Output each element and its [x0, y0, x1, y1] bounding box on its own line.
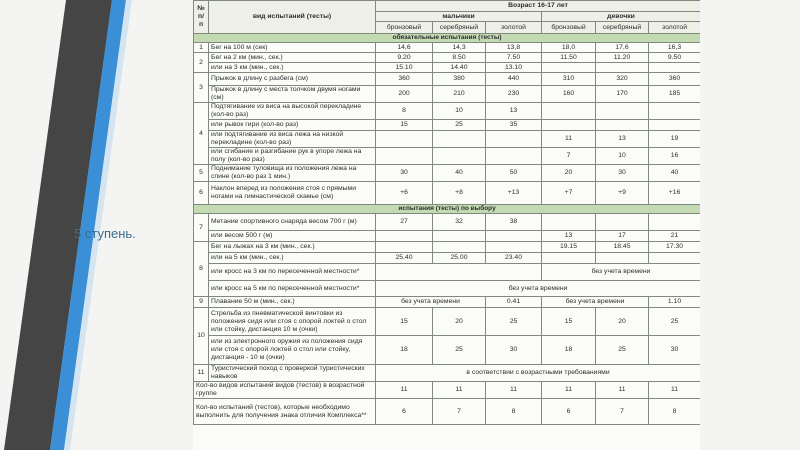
norms-table — [193, 0, 700, 425]
norm-value — [433, 231, 486, 242]
norm-span-boys: без учета времени — [376, 297, 486, 308]
table-row — [194, 264, 701, 281]
test-label: или на 5 км (мин., сек.) — [209, 253, 376, 264]
norm-value: 160 — [542, 86, 596, 103]
section-optional — [194, 205, 701, 214]
norm-value — [486, 148, 542, 165]
test-label: Прыжок в длину с разбега (см) — [209, 73, 376, 86]
header-boys: мальчики — [376, 12, 542, 22]
norm-value — [433, 131, 486, 148]
norm-value: 18.45 — [596, 242, 649, 253]
norm-value: 15 — [376, 120, 433, 131]
norm-value: 8 — [376, 103, 433, 120]
test-label: Бег на 2 км (мин., сек.) — [209, 53, 376, 63]
table-row — [194, 242, 701, 253]
norm-value: 18 — [376, 336, 433, 365]
header-num: № п/п — [194, 1, 209, 34]
norm-value: 11.20 — [596, 53, 649, 63]
table-row — [194, 253, 701, 264]
norm-value: 40 — [433, 165, 486, 182]
norm-value: 380 — [433, 73, 486, 86]
norm-value — [649, 214, 701, 231]
norm-value: 18,0 — [542, 43, 596, 53]
norm-value: +7 — [542, 182, 596, 205]
norm-empty-boys — [376, 264, 542, 281]
norm-value: 6 — [376, 399, 433, 425]
header-row — [194, 1, 701, 12]
norm-value: 6 — [542, 399, 596, 425]
norm-value — [376, 131, 433, 148]
header-girls: девочки — [542, 12, 701, 22]
section-mandatory-label: обязательные испытания (тесты) — [194, 34, 701, 43]
norm-value: 7.50 — [486, 53, 542, 63]
norm-value: 15 — [376, 308, 433, 336]
test-label: Поднимание туловища из положения лежа на спине (кол-во раз 1 мин.) — [209, 165, 376, 182]
norm-value — [542, 103, 596, 120]
test-label: Бег на лыжах на 3 км (мин., сек.) — [209, 242, 376, 253]
row-number: 11 — [194, 365, 209, 382]
step-label: 5 ступень. — [74, 226, 136, 241]
row-number: 9 — [194, 297, 209, 308]
norm-value: 17 — [596, 231, 649, 242]
test-label: Туристический поход с проверкой туристических навыков — [209, 365, 376, 382]
norm-value: 25 — [596, 336, 649, 365]
row-number: 7 — [194, 214, 209, 242]
norm-value — [649, 63, 701, 73]
norm-value: 185 — [649, 86, 701, 103]
norm-value — [433, 242, 486, 253]
norm-value — [596, 103, 649, 120]
norm-value: 19.15 — [542, 242, 596, 253]
norm-value: +6 — [376, 182, 433, 205]
table-row — [194, 103, 701, 120]
norm-value: 310 — [542, 73, 596, 86]
test-label: или весом 500 г (м) — [209, 231, 376, 242]
norm-value: 30 — [596, 165, 649, 182]
norm-value — [542, 63, 596, 73]
norm-span-girls: без учета времени — [542, 264, 701, 281]
table-row — [194, 182, 701, 205]
header-medal: бронзовый — [376, 22, 433, 34]
header-age: Возраст 16-17 лет — [376, 1, 701, 12]
norm-value: 13 — [596, 131, 649, 148]
norm-value: +9 — [596, 182, 649, 205]
norm-value — [649, 253, 701, 264]
row-number: 3 — [194, 73, 209, 103]
norm-value — [486, 131, 542, 148]
row-number: 4 — [194, 103, 209, 165]
table-row — [194, 148, 701, 165]
test-label: Стрельба из пневматической винтовки из положения сидя или стоя с опорой локтей о стол или стойку, дистанция 10 м (очки) — [209, 308, 376, 336]
norm-value: 13.10 — [486, 63, 542, 73]
norm-value: +16 — [649, 182, 701, 205]
norm-span-boys: без учета времени — [376, 281, 701, 297]
norm-value: 17.30 — [649, 242, 701, 253]
norm-value: 7 — [542, 148, 596, 165]
norm-value: 170 — [596, 86, 649, 103]
norm-value: 9.50 — [649, 53, 701, 63]
header-medal: бронзовый — [542, 22, 596, 34]
row-number: 10 — [194, 308, 209, 365]
norm-value: 1.10 — [649, 297, 701, 308]
norm-value — [486, 242, 542, 253]
norm-value — [433, 148, 486, 165]
norm-value: 32 — [433, 214, 486, 231]
norm-value: 320 — [596, 73, 649, 86]
norm-value: 9.20 — [376, 53, 433, 63]
test-label: или кросс на 3 км по пересеченной местности* — [209, 264, 376, 281]
norm-value: 11.50 — [542, 53, 596, 63]
norm-value: 0.41 — [486, 297, 542, 308]
norm-span-girls: без учета времени — [542, 297, 649, 308]
norm-value: 230 — [486, 86, 542, 103]
norm-value: 30 — [649, 336, 701, 365]
norm-value: 40 — [649, 165, 701, 182]
norm-value: 16 — [649, 148, 701, 165]
norm-value: 35 — [486, 120, 542, 131]
table-row — [194, 382, 701, 399]
test-label: Подтягивание из виса на высокой перекладине (кол-во раз) — [209, 103, 376, 120]
test-label: или подтягивание из виса лежа на низкой перекладине (кол-во раз) — [209, 131, 376, 148]
table-row — [194, 120, 701, 131]
norm-value: 20 — [433, 308, 486, 336]
test-label: Наклон вперед из положения стоя с прямыми ногами на гимнастической скамье (см) — [209, 182, 376, 205]
norm-value: 38 — [486, 214, 542, 231]
norm-value: 17,6 — [596, 43, 649, 53]
test-label: Бег на 100 м (сек) — [209, 43, 376, 53]
norm-value: 14,6 — [376, 43, 433, 53]
table-row — [194, 165, 701, 182]
row-number: 2 — [194, 53, 209, 73]
norm-value: 8.50 — [433, 53, 486, 63]
table-row — [194, 281, 701, 297]
norm-value: 11 — [649, 382, 701, 399]
row-number: 8 — [194, 242, 209, 297]
norm-value — [649, 103, 701, 120]
table-row — [194, 399, 701, 425]
table-row — [194, 365, 701, 382]
norm-value — [542, 214, 596, 231]
norm-value: 11 — [376, 382, 433, 399]
table-row — [194, 43, 701, 53]
norms-table-wrapper — [193, 0, 700, 450]
norm-value: 360 — [376, 73, 433, 86]
norm-value: 13 — [542, 231, 596, 242]
test-label: или из электронного оружия из положения сидя или стоя с опорой локтей о стол или стойку, дистанция - 10 м (очки) — [209, 336, 376, 365]
norm-value: 20 — [542, 165, 596, 182]
norm-value — [376, 242, 433, 253]
table-row — [194, 297, 701, 308]
norm-value: 21 — [649, 231, 701, 242]
norm-value: +13 — [486, 182, 542, 205]
norm-value: 50 — [486, 165, 542, 182]
norm-value: 13,8 — [486, 43, 542, 53]
norm-value: 440 — [486, 73, 542, 86]
norm-value: 25.00 — [433, 253, 486, 264]
table-row — [194, 336, 701, 365]
table-row — [194, 63, 701, 73]
header-medal: серебряный — [433, 22, 486, 34]
header-test: вид испытаний (тесты) — [209, 1, 376, 34]
norm-value — [542, 253, 596, 264]
test-label: Прыжок в длину с места толчком двумя ногами (см) — [209, 86, 376, 103]
norm-value: 25.40 — [376, 253, 433, 264]
norm-value: 25 — [649, 308, 701, 336]
table-row — [194, 53, 701, 63]
test-label: или кросс на 5 км по пересеченной местности* — [209, 281, 376, 297]
norm-value: 8 — [649, 399, 701, 425]
norm-value: +8 — [433, 182, 486, 205]
norm-value: 10 — [596, 148, 649, 165]
norm-value: 30 — [486, 336, 542, 365]
norm-value — [596, 214, 649, 231]
norm-value: 13 — [486, 103, 542, 120]
row-number: 5 — [194, 165, 209, 182]
norm-value: 8 — [486, 399, 542, 425]
norm-value: 16,3 — [649, 43, 701, 53]
test-label: или сгибание и разгибание рук в упоре лежа на полу (кол-во раз) — [209, 148, 376, 165]
norm-value: 25 — [433, 336, 486, 365]
norm-value: 25 — [433, 120, 486, 131]
norm-value: 20 — [596, 308, 649, 336]
test-label: Плавание 50 м (мин., сек.) — [209, 297, 376, 308]
norm-span-all: в соответствии с возрастными требованиями — [376, 365, 701, 382]
norm-value: 200 — [376, 86, 433, 103]
header-medal: золотой — [649, 22, 701, 34]
norm-value: 14.40 — [433, 63, 486, 73]
norm-value — [649, 120, 701, 131]
table-row — [194, 86, 701, 103]
norm-value: 11 — [542, 382, 596, 399]
norm-value: 210 — [433, 86, 486, 103]
norm-value — [542, 120, 596, 131]
test-label: Метание спортивного снаряда весом 700 г (м) — [209, 214, 376, 231]
norm-value — [596, 63, 649, 73]
norm-value: 18 — [542, 336, 596, 365]
table-row — [194, 73, 701, 86]
test-label: или рывок гири (кол-во раз) — [209, 120, 376, 131]
norm-value: 19 — [649, 131, 701, 148]
table-row — [194, 131, 701, 148]
norm-value: 11 — [596, 382, 649, 399]
section-optional-label: испытания (тесты) по выбору — [194, 205, 701, 214]
norm-value: 23.40 — [486, 253, 542, 264]
norm-value: 25 — [486, 308, 542, 336]
norm-value: 30 — [376, 165, 433, 182]
norm-value: 7 — [433, 399, 486, 425]
norm-value — [596, 253, 649, 264]
norm-value: 7 — [596, 399, 649, 425]
norm-value: 11 — [542, 131, 596, 148]
norm-value: 10 — [433, 103, 486, 120]
norm-value: 14,3 — [433, 43, 486, 53]
table-row — [194, 231, 701, 242]
header-medal: серебряный — [596, 22, 649, 34]
summary-label: Кол-во испытаний (тестов), которые необходимо выполнить для получения знака отличия Комплекса** — [194, 399, 376, 425]
norm-value: 27 — [376, 214, 433, 231]
test-label: или на 3 км (мин., сек.) — [209, 63, 376, 73]
norm-value: 11 — [433, 382, 486, 399]
section-mandatory — [194, 34, 701, 43]
norm-value: 15 — [542, 308, 596, 336]
norm-value — [596, 120, 649, 131]
norm-value: 11 — [486, 382, 542, 399]
norm-value — [486, 231, 542, 242]
row-number: 6 — [194, 182, 209, 205]
header-medal: золотой — [486, 22, 542, 34]
norm-value — [376, 148, 433, 165]
norm-value — [376, 231, 433, 242]
row-number: 1 — [194, 43, 209, 53]
table-row — [194, 308, 701, 336]
norm-value: 360 — [649, 73, 701, 86]
table-row — [194, 214, 701, 231]
norm-value: 15.10 — [376, 63, 433, 73]
summary-label: Кол-во видов испытаний видов (тестов) в возрастной группе — [194, 382, 376, 399]
